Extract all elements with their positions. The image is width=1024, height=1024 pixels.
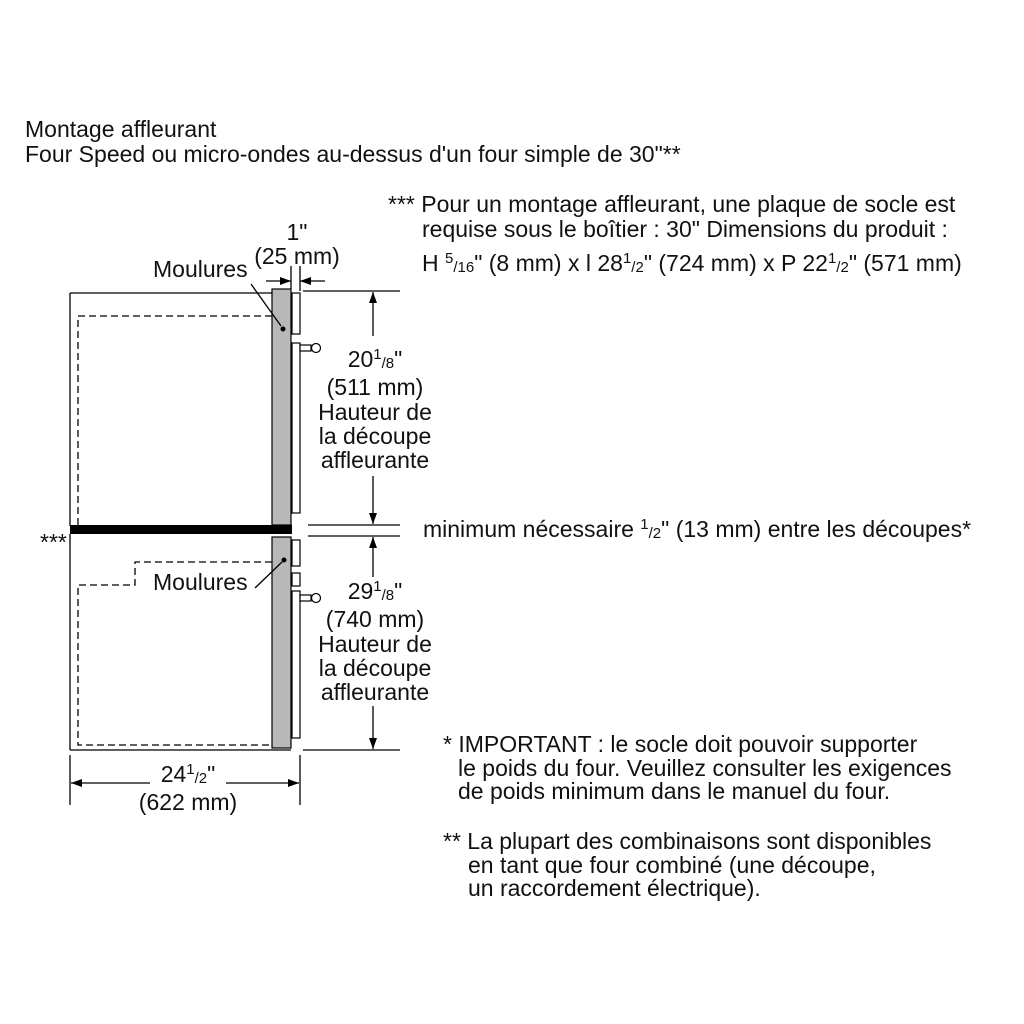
product-dimensions-height-prefix: H	[422, 250, 445, 276]
product-dimensions	[422, 251, 962, 279]
upper-oven-door	[292, 343, 300, 513]
combinations-note	[443, 830, 931, 901]
lower-cutout-height-numerator: 1	[373, 578, 382, 595]
upper-cutout-caption-line: la découpe	[318, 422, 432, 449]
lower-cutout-height-imperial	[305, 579, 445, 607]
base-plate	[70, 525, 292, 534]
upper-cutout-height-unit: "	[394, 346, 403, 372]
gap-note-suffix: " (13 mm) entre les découpes*	[661, 516, 972, 542]
product-dimensions-depth-suffix: " (571 mm)	[848, 250, 962, 276]
base-plate-marker: ***	[40, 529, 67, 555]
cutout-width-denominator: /2	[194, 770, 208, 787]
title-line-1: Montage affleurant	[25, 116, 217, 142]
lower-cutout-dimension	[305, 579, 445, 704]
lower-cutout-height-denominator: /8	[381, 587, 395, 604]
upper-cutout-caption-line: affleurante	[320, 447, 430, 474]
trim-label-lower: Moulures	[153, 569, 248, 595]
gap-note-prefix: minimum nécessaire	[423, 516, 641, 542]
upper-cutout-height-whole: 20	[347, 346, 374, 372]
gap-note-denominator: /2	[648, 525, 662, 542]
important-note-line: de poids minimum dans le manuel du four.	[458, 778, 891, 804]
lower-cutout-height-whole: 29	[347, 578, 374, 604]
lower-cutout-height-unit: "	[394, 578, 403, 604]
upper-cutout-height-imperial	[305, 347, 445, 375]
product-dimensions-width-denominator: /2	[631, 259, 644, 276]
important-note-line: le poids du four. Veuillez consulter les exigences	[458, 754, 952, 781]
cutout-width-metric: (622 mm)	[138, 789, 238, 815]
lower-cutout-height-metric: (740 mm)	[325, 606, 425, 633]
cutout-width-numerator: 1	[186, 761, 195, 778]
important-note	[443, 733, 952, 804]
title-line-2: Four Speed ou micro-ondes au-dessus d'un four simple de 30"**	[25, 141, 681, 167]
upper-oven-control-panel	[292, 293, 300, 334]
trim-offset-imperial: 1"	[286, 219, 308, 245]
upper-cutout-dashed-outline	[78, 316, 272, 525]
product-dimensions-depth-denominator: /2	[836, 259, 849, 276]
product-dimensions-width-prefix: " (8 mm) x l 28	[474, 250, 623, 276]
lower-oven-door	[292, 591, 300, 738]
gap-note-numerator: 1	[640, 516, 649, 533]
important-note-line: * IMPORTANT : le socle doit pouvoir supporter	[443, 731, 918, 757]
lower-oven-control-panel	[292, 540, 300, 566]
trim-label-upper: Moulures	[153, 256, 248, 282]
lower-cutout-caption-line: Hauteur de	[318, 630, 432, 657]
trim-offset-metric: (25 mm)	[254, 243, 340, 269]
upper-cutout-height-numerator: 1	[373, 346, 382, 363]
lower-cabinet	[70, 534, 291, 750]
trim-leader-upper-dot	[281, 327, 286, 332]
upper-cutout-height-denominator: /8	[381, 355, 395, 372]
cutout-width-whole: 24	[160, 761, 187, 787]
combinations-note-line: un raccordement électrique).	[468, 875, 761, 901]
cutout-width-unit: "	[207, 761, 216, 787]
upper-cutout-caption-line: Hauteur de	[318, 398, 432, 425]
product-dimensions-height-numerator: 5	[445, 250, 454, 267]
cutout-width-dimension	[118, 762, 258, 815]
trim-offset-dimension-lines	[266, 266, 325, 291]
upper-cutout-dimension	[305, 347, 445, 472]
product-dimensions-depth-prefix: " (724 mm) x P 22	[643, 250, 828, 276]
gap-note	[423, 517, 971, 545]
combinations-note-line: ** La plupart des combinaisons sont disponibles	[443, 828, 932, 854]
cutout-width-imperial	[118, 762, 258, 790]
product-dimensions-height-denominator: /16	[453, 259, 475, 276]
combinations-note-line: en tant que four combiné (une découpe,	[468, 851, 876, 878]
upper-cabinet	[70, 293, 272, 526]
lower-oven-panel	[292, 573, 300, 586]
base-plate-note-line-2: requise sous le boîtier : 30" Dimensions du produit :	[422, 216, 948, 242]
lower-cutout-caption-line: affleurante	[320, 679, 430, 706]
base-plate-note-line-1: *** Pour un montage affleurant, une plaque de socle est	[388, 191, 956, 217]
trim-leader-lower-dot	[282, 558, 287, 563]
lower-cutout-caption-line: la découpe	[318, 654, 432, 681]
trim-offset-dimension	[247, 220, 347, 268]
upper-cutout-height-metric: (511 mm)	[326, 374, 424, 401]
product-dimensions-depth-numerator: 1	[827, 250, 837, 267]
product-dimensions-width-numerator: 1	[622, 250, 632, 267]
upper-trim	[272, 289, 291, 525]
